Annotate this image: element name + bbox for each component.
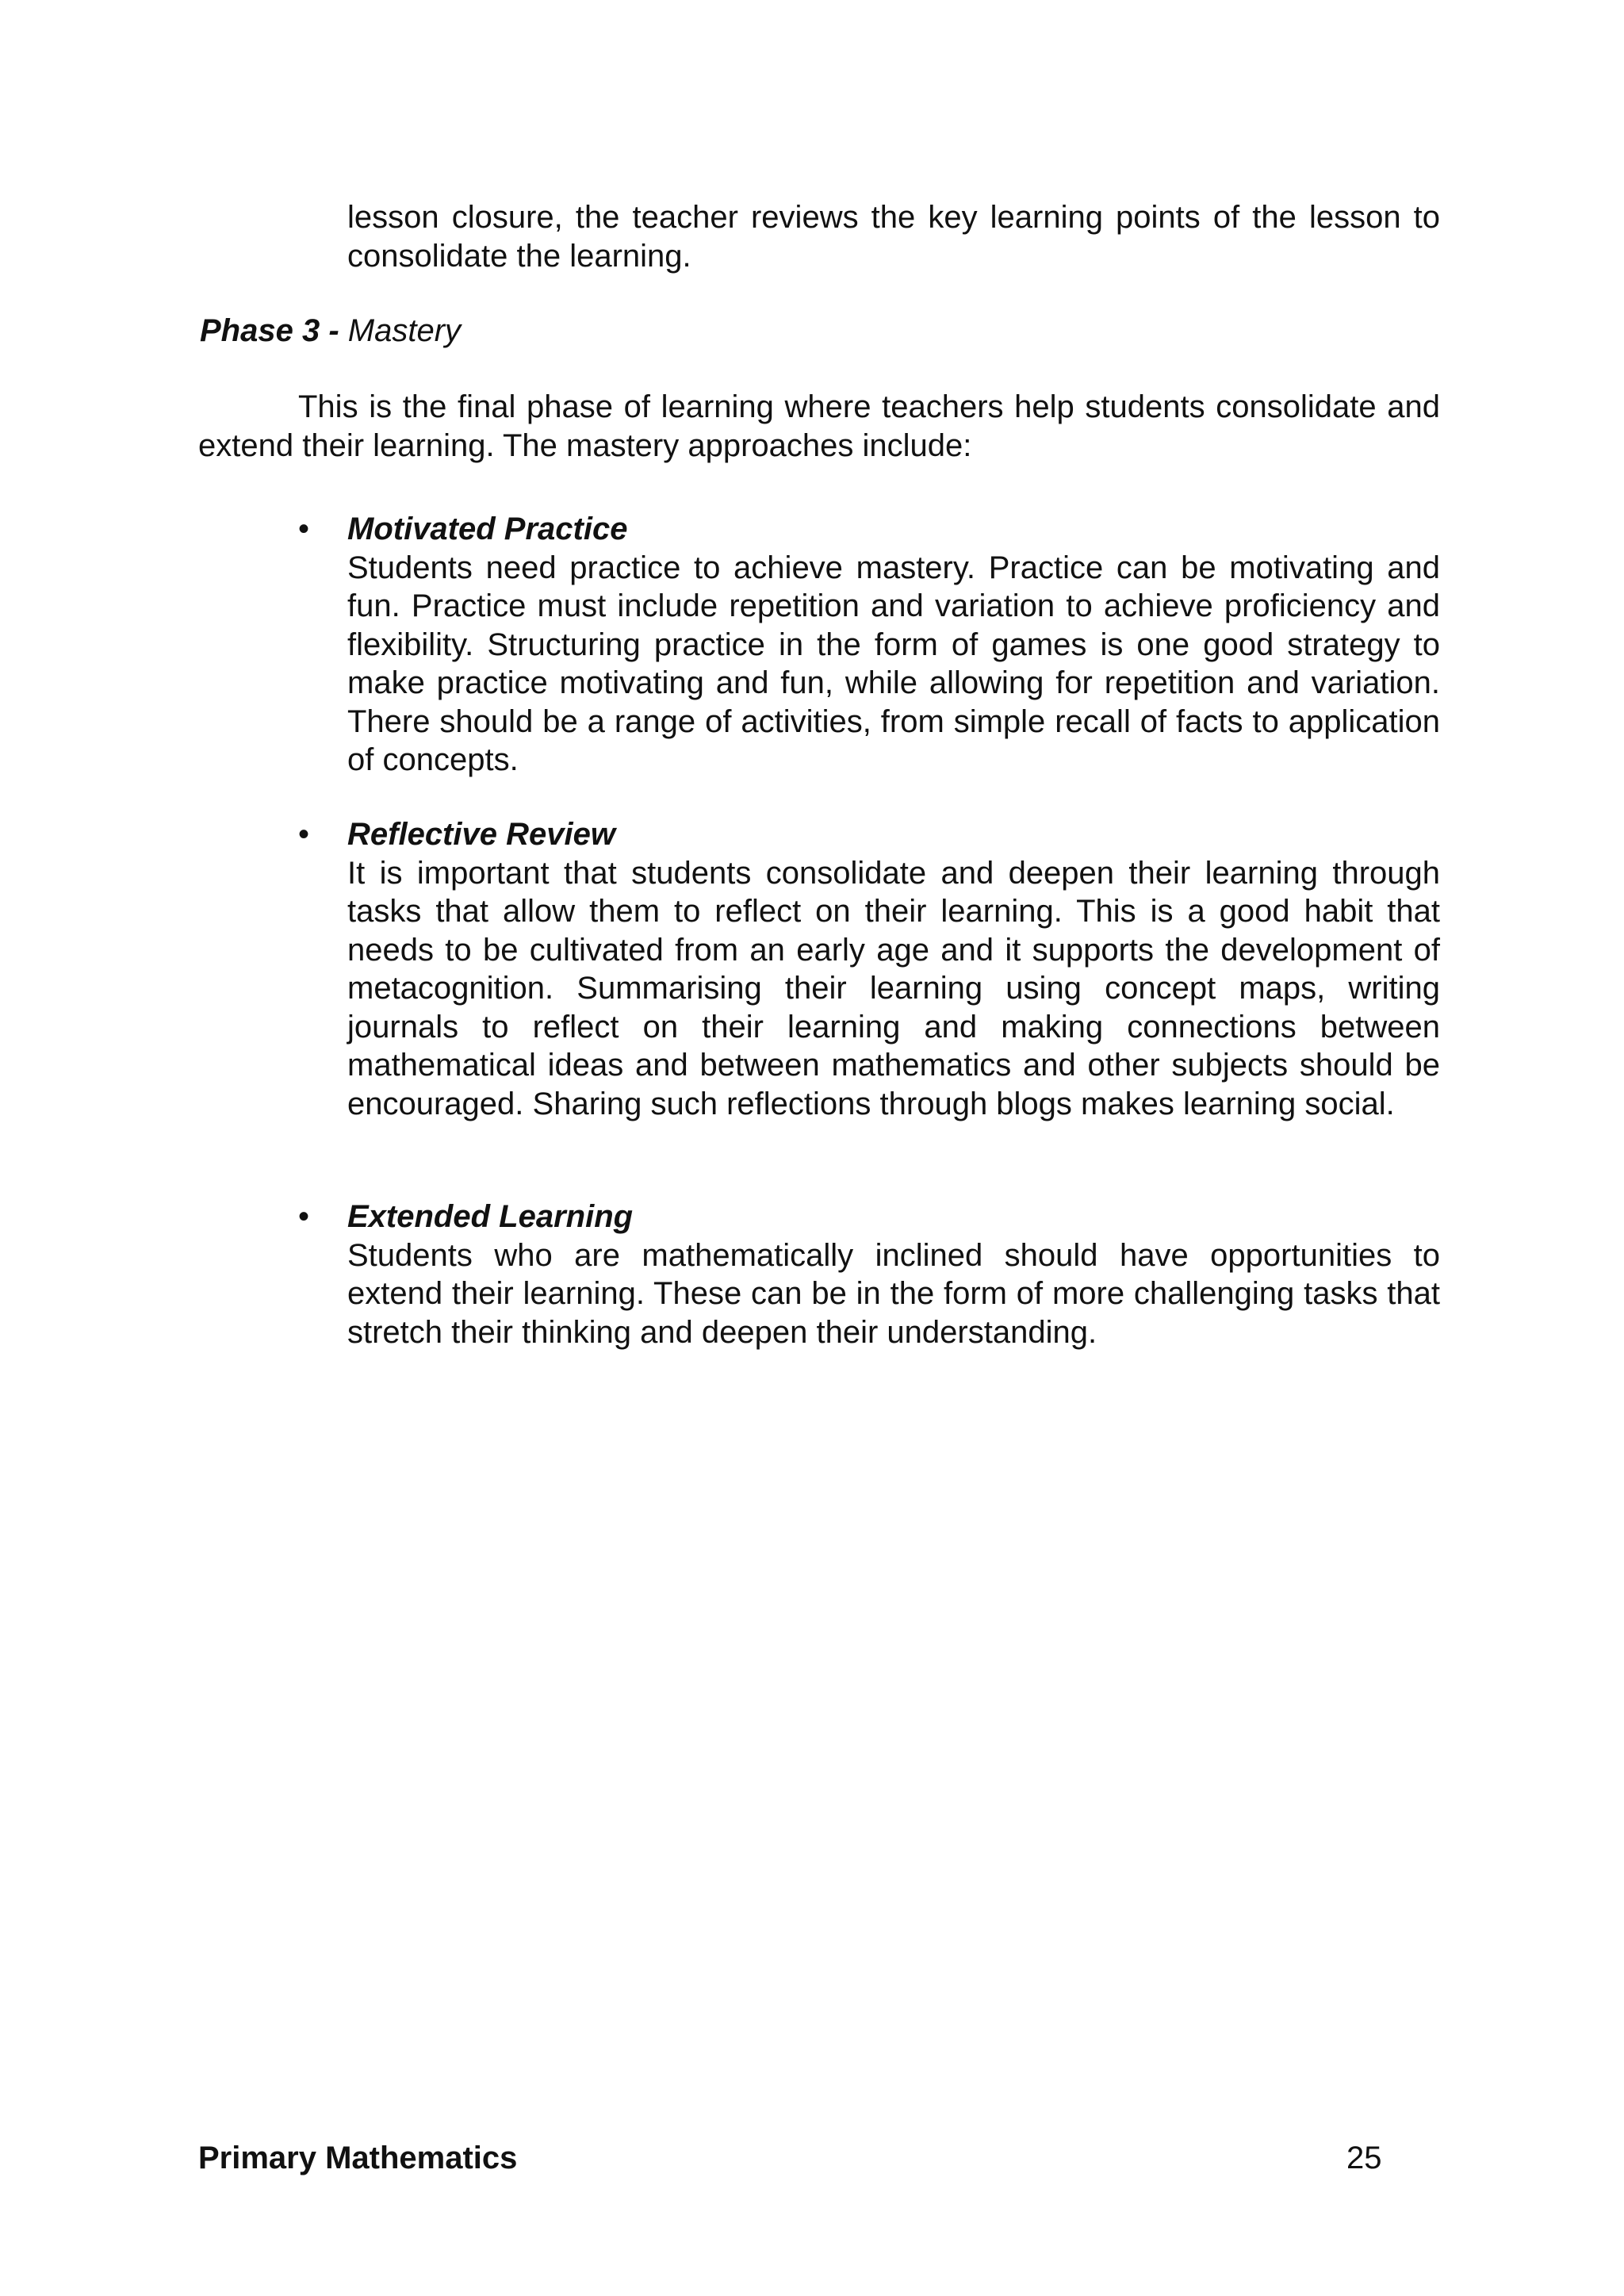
phase-number: Phase 3 - bbox=[200, 313, 339, 348]
phase-heading bbox=[200, 312, 461, 350]
footer-title: Primary Mathematics bbox=[198, 2141, 518, 2175]
bullet-icon: • bbox=[298, 1199, 310, 1234]
list-item-title: Reflective Review bbox=[347, 817, 615, 852]
bullet-icon: • bbox=[298, 512, 310, 546]
intro-paragraph: This is the final phase of learning where teachers help students consolidate and extend their learning. The mastery approaches include: bbox=[198, 389, 1440, 463]
list-item-reflective-review bbox=[347, 815, 1440, 1123]
list-item-extended-learning bbox=[347, 1198, 1440, 1351]
list-item-body: Students need practice to achieve mastery. Practice can be motivating and fun. Practice must include repetition and variation to achieve proficiency and flexibility. Structuring practice in the form of games is one good strategy to make practice motivating and fun, while allowing for repetition and variation. There should be a range of activities, from simple recall of facts to application of concepts. bbox=[347, 550, 1440, 777]
list-item-title: Extended Learning bbox=[347, 1199, 634, 1234]
continuation-paragraph: lesson closure, the teacher reviews the key learning points of the lesson to consolidate the learning. bbox=[347, 200, 1440, 274]
list-item-body: It is important that students consolidate and deepen their learning through tasks that allow them to reflect on their learning. This is a good habit that needs to be cultivated from an early age and it supports the development of metacognition. Summarising their learning using concept maps, writing journals to reflect on their learning and making connections between mathematical ideas and between mathematics and other subjects should be encouraged. Sharing such reflections through blogs makes learning social. bbox=[347, 855, 1440, 1121]
bullet-icon: • bbox=[298, 817, 310, 852]
list-item-title: Motivated Practice bbox=[347, 512, 628, 546]
list-item-body: Students who are mathematically inclined should have opportunities to extend their learning. These can be in the form of more challenging tasks that stretch their thinking and deepen their understanding. bbox=[347, 1237, 1440, 1350]
page-number: 25 bbox=[1346, 2141, 1382, 2175]
list-item-motivated-practice bbox=[347, 510, 1440, 780]
phase-name: Mastery bbox=[347, 313, 462, 348]
